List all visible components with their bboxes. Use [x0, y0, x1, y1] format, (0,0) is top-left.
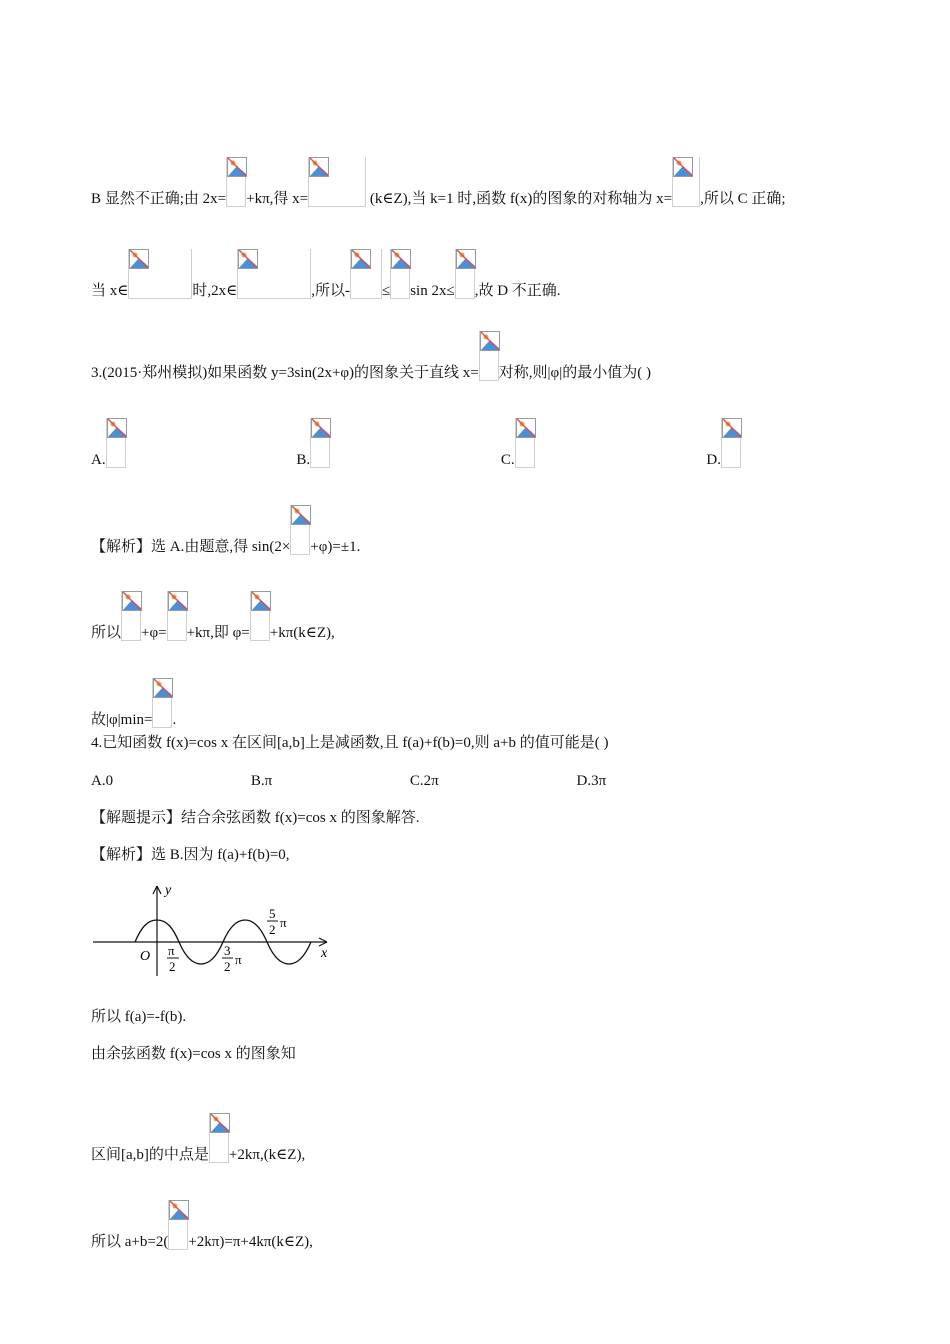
formula-image	[310, 418, 330, 468]
text: +kπ,即 φ=	[186, 625, 250, 641]
option-a: A.0	[91, 773, 114, 789]
hint-4	[91, 808, 419, 828]
option-a	[91, 452, 126, 468]
line-1	[91, 157, 786, 207]
text: 故|φ|min=	[91, 712, 153, 728]
broken-image-icon	[122, 591, 142, 611]
label-3-over-2-pi: π	[235, 952, 242, 967]
text: (k∈Z),当 k=1 时,函数 f(x)的图象的对称轴为 x=	[369, 191, 673, 207]
label-5-over-2-num: 5	[269, 906, 276, 921]
text: .	[172, 712, 177, 728]
x-axis-label: x	[321, 946, 328, 961]
question-4-options	[91, 771, 791, 791]
text: B 显然不正确;由 2x=	[91, 191, 227, 207]
option-label: C.	[500, 452, 515, 468]
text: 【解题提示】结合余弦函数 f(x)=cos x 的图象解答.	[91, 810, 420, 826]
option-label: B.	[296, 452, 311, 468]
broken-image-icon	[168, 591, 188, 611]
text: 对称,则|φ|的最小值为( )	[498, 365, 651, 381]
question-3-options	[91, 418, 851, 468]
broken-image-icon	[351, 249, 371, 269]
broken-image-icon	[722, 418, 742, 438]
text: 由余弦函数 f(x)=cos x 的图象知	[91, 1046, 296, 1062]
text: 【解析】选 A.由题意,得 sin(2×	[91, 539, 291, 555]
option-d: D.3π	[576, 773, 607, 789]
formula-image	[250, 591, 270, 641]
broken-image-icon	[291, 505, 311, 525]
broken-image-icon	[391, 249, 411, 269]
formula-image	[515, 418, 535, 468]
broken-image-icon	[309, 157, 329, 177]
option-d	[706, 452, 741, 468]
text: +kπ(k∈Z),	[269, 625, 335, 641]
formula-image	[350, 249, 382, 299]
question-4	[91, 733, 609, 753]
text: 所以 a+b=2(	[91, 1234, 169, 1250]
text: ≤	[381, 283, 391, 299]
broken-image-icon	[129, 249, 149, 269]
text: 所以 f(a)=-f(b).	[91, 1009, 187, 1025]
text: 3.(2015·郑州模拟)如果函数 y=3sin(2x+φ)的图象关于直线 x=	[91, 365, 479, 381]
label-3-over-2-den: 2	[224, 959, 231, 974]
solution-3-line-2	[91, 591, 335, 641]
broken-image-icon	[238, 249, 258, 269]
formula-image	[237, 249, 311, 299]
label-pi-over-2-num: π	[168, 943, 175, 958]
broken-image-icon	[251, 591, 271, 611]
broken-image-icon	[227, 157, 247, 177]
formula-image	[168, 1200, 188, 1250]
broken-image-icon	[169, 1200, 189, 1220]
formula-image	[290, 505, 310, 555]
text: +2kπ)=π+4kπ(k∈Z),	[188, 1234, 313, 1250]
text: +kπ,得 x=	[246, 191, 309, 207]
broken-image-icon	[107, 418, 127, 438]
broken-image-icon	[480, 331, 500, 351]
formula-image	[167, 591, 187, 641]
formula-image	[209, 1113, 229, 1163]
text: +2kπ,(k∈Z),	[228, 1147, 306, 1163]
formula-image	[672, 157, 700, 207]
formula-image	[121, 591, 141, 641]
formula-image	[390, 249, 410, 299]
solution-3-line-1	[91, 505, 361, 555]
label-3-over-2-num: 3	[224, 943, 231, 958]
text: 时,2x∈	[192, 283, 238, 299]
broken-image-icon	[311, 418, 331, 438]
formula-image	[308, 157, 366, 207]
cosine-graph	[91, 880, 336, 980]
solution-4-line-3	[91, 1044, 296, 1064]
formula-image	[455, 249, 475, 299]
text: 所以	[91, 625, 122, 641]
formula-image	[479, 331, 499, 381]
text: 区间[a,b]的中点是	[91, 1147, 209, 1163]
option-c: C.2π	[409, 773, 439, 789]
label-5-over-2-pi: π	[280, 915, 287, 930]
option-label: D.	[706, 452, 721, 468]
broken-image-icon	[673, 157, 693, 177]
y-axis-label: y	[165, 883, 172, 898]
solution-4-line-1	[91, 845, 290, 865]
solution-3-line-3	[91, 678, 177, 728]
origin-label: O	[140, 949, 151, 964]
text: 当 x∈	[91, 283, 129, 299]
formula-image	[152, 678, 172, 728]
option-c	[501, 452, 535, 468]
text: ,所以 C 正确;	[700, 191, 786, 207]
text: ,故 D 不正确.	[474, 283, 561, 299]
formula-image	[721, 418, 741, 468]
formula-image	[106, 418, 126, 468]
solution-4-line-2	[91, 1007, 186, 1027]
option-b	[296, 452, 330, 468]
question-3	[91, 331, 651, 381]
y-axis	[153, 886, 161, 976]
text: ,所以-	[311, 283, 350, 299]
text: +φ=	[141, 625, 167, 641]
line-2	[91, 249, 561, 299]
formula-image	[226, 157, 246, 207]
label-pi-over-2-den: 2	[169, 959, 176, 974]
text: 【解析】选 B.因为 f(a)+f(b)=0,	[91, 847, 290, 863]
label-5-over-2-den: 2	[269, 922, 276, 937]
broken-image-icon	[210, 1113, 230, 1133]
solution-4-line-4	[91, 1113, 306, 1163]
option-label: A.	[91, 452, 106, 468]
broken-image-icon	[153, 678, 173, 698]
x-axis	[93, 938, 327, 946]
text: 4.已知函数 f(x)=cos x 在区间[a,b]上是减函数,且 f(a)+f(b)=0,则 a+b 的值可能是( )	[91, 735, 609, 751]
formula-image	[128, 249, 192, 299]
option-b: B.π	[250, 773, 273, 789]
broken-image-icon	[516, 418, 536, 438]
solution-4-line-5	[91, 1200, 313, 1250]
broken-image-icon	[456, 249, 476, 269]
text: sin 2x≤	[410, 283, 455, 299]
text: +φ)=±1.	[310, 539, 361, 555]
